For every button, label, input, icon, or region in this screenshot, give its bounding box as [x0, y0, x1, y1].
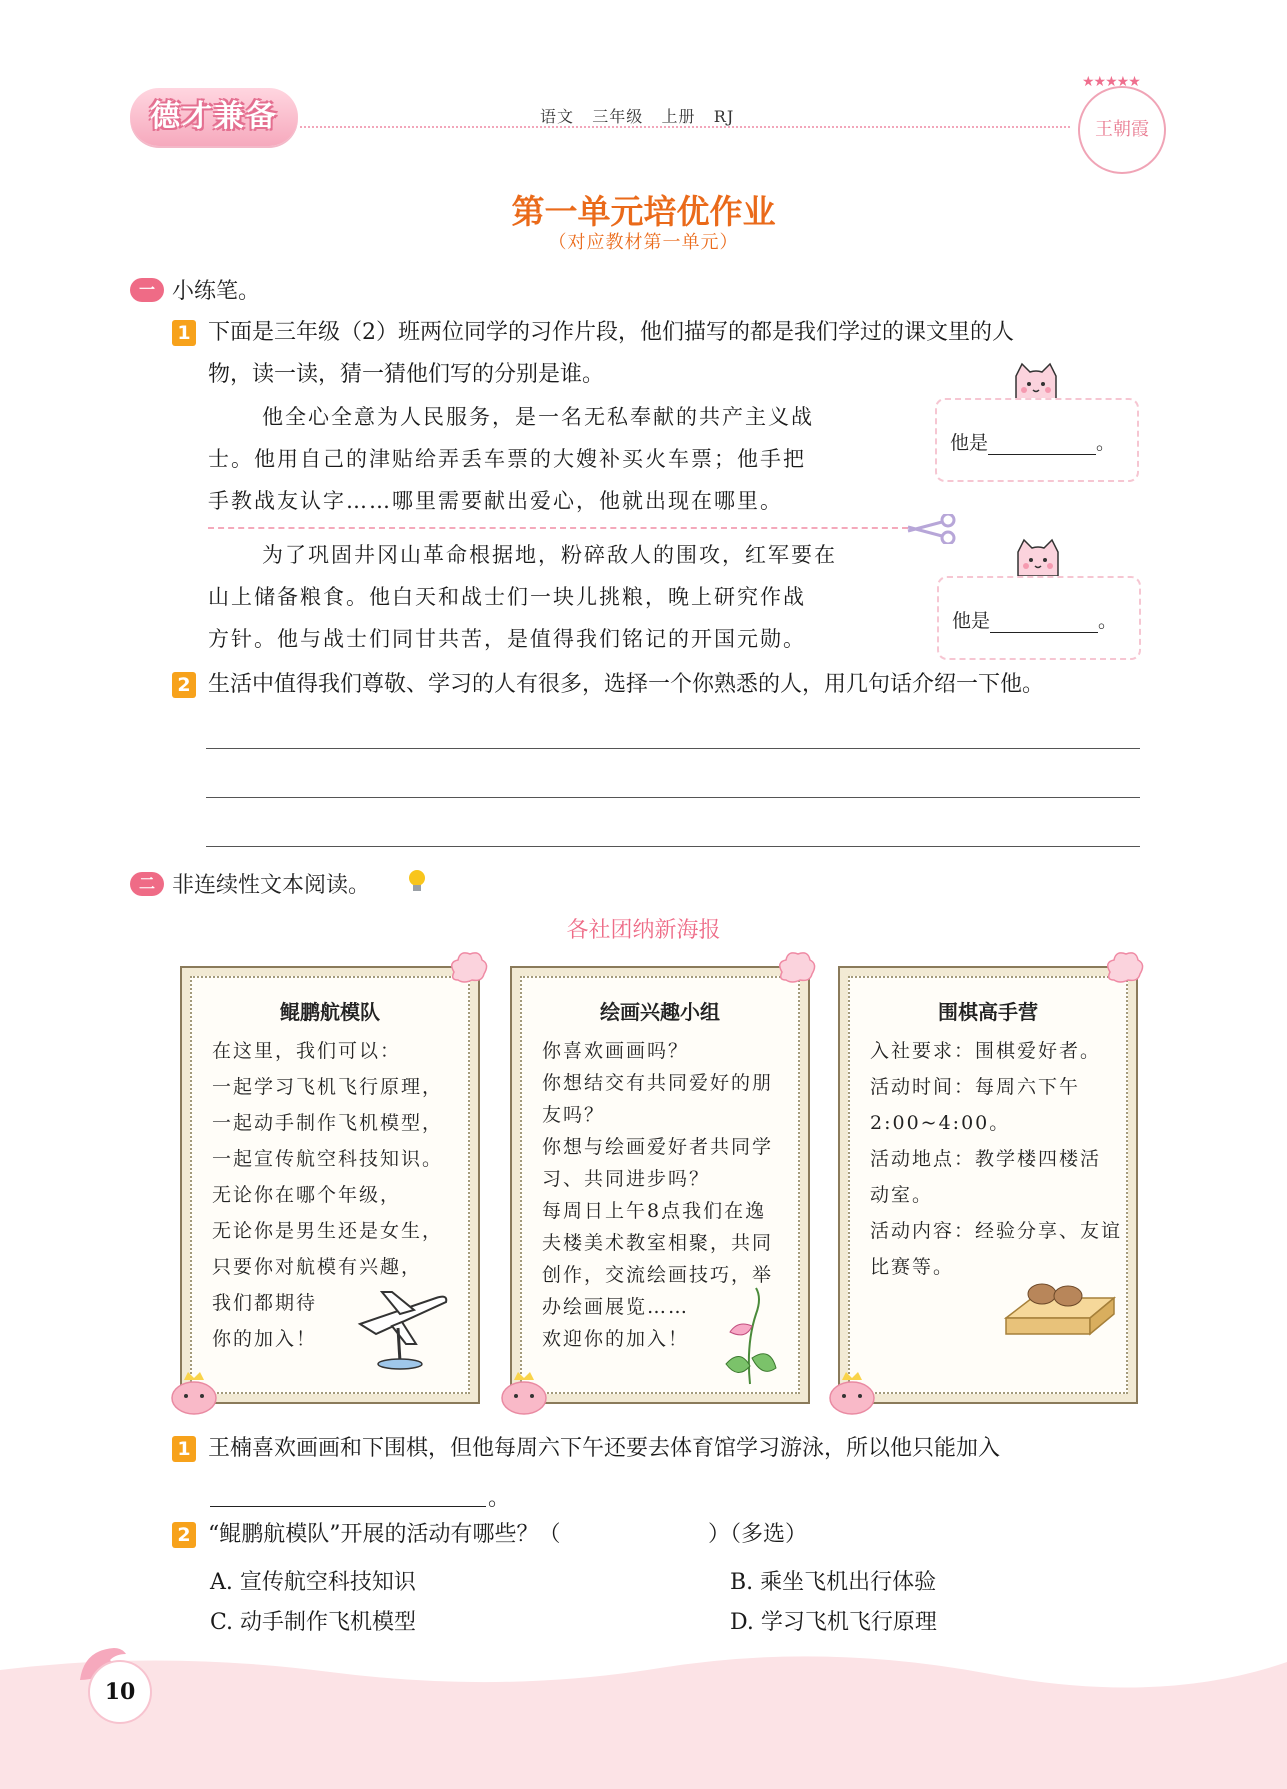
poster-line: 欢迎你的加入！ — [542, 1328, 690, 1350]
answer-blank[interactable] — [210, 1506, 486, 1507]
question-text-end: ）（多选） — [708, 1522, 808, 1547]
answer-prefix: 他是 — [950, 432, 989, 454]
question-text: 物，读一读，猜一猜他们写的分别是谁。 — [208, 362, 605, 387]
option-a[interactable]: A. 宣传航空科技知识 — [210, 1570, 416, 1595]
author-seal: 王朝霞 — [1078, 86, 1166, 174]
page-number: 10 — [88, 1660, 152, 1724]
poster-line: 一起宣传航空科技知识。 — [212, 1148, 444, 1170]
poster-line: 你的加入！ — [212, 1328, 318, 1350]
poster-frame — [520, 976, 800, 1394]
poster-line: 无论你在哪个年级， — [212, 1184, 402, 1206]
scissors-icon — [906, 514, 958, 544]
question-number: 2 — [172, 1522, 196, 1548]
pig-face-icon — [498, 1370, 550, 1416]
poster-title: 鲲鹏航模队 — [280, 1000, 380, 1024]
go-board-icon — [1002, 1278, 1118, 1348]
option-d[interactable]: D. 学习飞机飞行原理 — [730, 1610, 937, 1635]
answer-suffix: 。 — [1096, 432, 1116, 454]
brand-logo: 德才兼备 — [130, 88, 298, 146]
poster-line: 夫楼美术教室相聚，共同 — [542, 1232, 774, 1254]
poster-line: 在这里，我们可以： — [212, 1040, 402, 1062]
poster-line: 一起动手制作飞机模型， — [212, 1112, 444, 1134]
stars-icon: ★★★★★ — [1082, 74, 1140, 90]
question-number: 2 — [172, 672, 196, 698]
poster-line: 你想结交有共同爱好的朋 — [542, 1072, 774, 1094]
poster-line: 办绘画展览…… — [542, 1296, 690, 1318]
passage-line: 方针。他与战士们同甘共苦，是值得我们铭记的开国元勋。 — [208, 627, 806, 651]
cut-divider — [208, 527, 908, 529]
footer-wave — [0, 1640, 1287, 1789]
lightbulb-icon — [406, 868, 428, 896]
option-b[interactable]: B. 乘坐飞机出行体验 — [730, 1570, 937, 1595]
question-text: 生活中值得我们尊敬、学习的人有很多，选择一个你熟悉的人，用几句话介绍一下他。 — [208, 672, 1045, 697]
poster-line: 一起学习飞机飞行原理， — [212, 1076, 444, 1098]
poster-frame — [848, 976, 1128, 1394]
airplane-model-icon — [352, 1284, 452, 1374]
poster-title: 围棋高手营 — [938, 1000, 1038, 1024]
answer-suffix: 。 — [1098, 610, 1118, 632]
cat-icon — [1010, 360, 1062, 402]
page-title: 第一单元培优作业 — [511, 192, 776, 231]
pig-face-icon — [168, 1370, 220, 1416]
poster-line: 入社要求：围棋爱好者。 — [870, 1040, 1102, 1062]
poster-line: 活动地点：教学楼四楼活 — [870, 1148, 1102, 1170]
passage-line: 为了巩固井冈山革命根据地，粉碎敌人的围攻，红军要在 — [262, 543, 837, 567]
answer-blank[interactable] — [988, 436, 1096, 455]
section-badge-1: 一 — [130, 278, 164, 302]
option-c[interactable]: C. 动手制作飞机模型 — [210, 1610, 417, 1635]
poster-line: 你想与绘画爱好者共同学 — [542, 1136, 774, 1158]
poster-title: 绘画兴趣小组 — [600, 1000, 720, 1024]
poster-line: 活动内容：经验分享、友谊 — [870, 1220, 1123, 1242]
poster-line: 每周日上午8点我们在逸 — [542, 1200, 767, 1222]
poster-line: 2:00~4:00。 — [870, 1112, 1011, 1134]
poster-painting — [510, 966, 810, 1404]
writing-line[interactable] — [206, 846, 1140, 847]
section-label-1: 小练笔。 — [172, 279, 261, 304]
poster-line: 友吗？ — [542, 1104, 606, 1126]
poster-heading: 各社团纳新海报 — [566, 918, 721, 943]
poster-aviation — [180, 966, 480, 1404]
page-subtitle: （对应教材第一单元） — [548, 232, 739, 253]
morning-glory-icon — [716, 1284, 786, 1388]
poster-line: 比赛等。 — [870, 1256, 955, 1278]
answer-field[interactable] — [952, 606, 1117, 633]
answer-field[interactable] — [950, 428, 1115, 455]
pig-face-icon — [826, 1370, 878, 1416]
answer-prefix: 他是 — [952, 610, 991, 632]
passage-line: 他全心全意为人民服务，是一名无私奉献的共产主义战 — [262, 405, 814, 429]
section-label-2: 非连续性文本阅读。 — [172, 873, 371, 898]
question-number: 1 — [172, 1436, 196, 1462]
writing-line[interactable] — [206, 797, 1140, 798]
flower-cloud-icon — [1104, 950, 1144, 984]
section-badge-2: 二 — [130, 872, 164, 896]
poster-line: 我们都期待 — [212, 1292, 318, 1314]
question-number: 1 — [172, 320, 196, 346]
poster-line: 无论你是男生还是女生， — [212, 1220, 444, 1242]
answer-suffix: 。 — [488, 1486, 511, 1511]
flower-cloud-icon — [776, 950, 816, 984]
poster-line: 创作，交流绘画技巧，举 — [542, 1264, 774, 1286]
poster-line: 你喜欢画画吗？ — [542, 1040, 690, 1062]
passage-line: 士。他用自己的津贴给弄丢车票的大嫂补买火车票；他手把 — [208, 447, 806, 471]
answer-bracket-blank[interactable] — [605, 1520, 705, 1550]
poster-go — [838, 966, 1138, 1404]
passage-line: 山上储备粮食。他白天和战士们一块儿挑粮，晚上研究作战 — [208, 585, 806, 609]
passage-line: 手教战友认字……哪里需要献出爱心，他就出现在哪里。 — [208, 489, 783, 513]
writing-line[interactable] — [206, 748, 1140, 749]
poster-frame — [190, 976, 470, 1394]
subject-line: 语文 三年级 上册 RJ — [540, 107, 735, 126]
question-text: 王楠喜欢画画和下围棋，但他每周六下午还要去体育馆学习游泳，所以他只能加入 — [208, 1436, 1001, 1461]
question-text: 下面是三年级（2）班两位同学的习作片段，他们描写的都是我们学过的课文里的人 — [208, 320, 1014, 345]
question-text: “鲲鹏航模队”开展的活动有哪些？（ — [208, 1522, 561, 1547]
poster-line: 只要你对航模有兴趣， — [212, 1256, 423, 1278]
poster-line: 动室。 — [870, 1184, 934, 1206]
answer-blank[interactable] — [990, 614, 1098, 633]
poster-line: 习、共同进步吗？ — [542, 1168, 711, 1190]
cat-icon — [1012, 536, 1064, 578]
flower-cloud-icon — [448, 950, 488, 984]
poster-line: 活动时间：每周六下午 — [870, 1076, 1081, 1098]
